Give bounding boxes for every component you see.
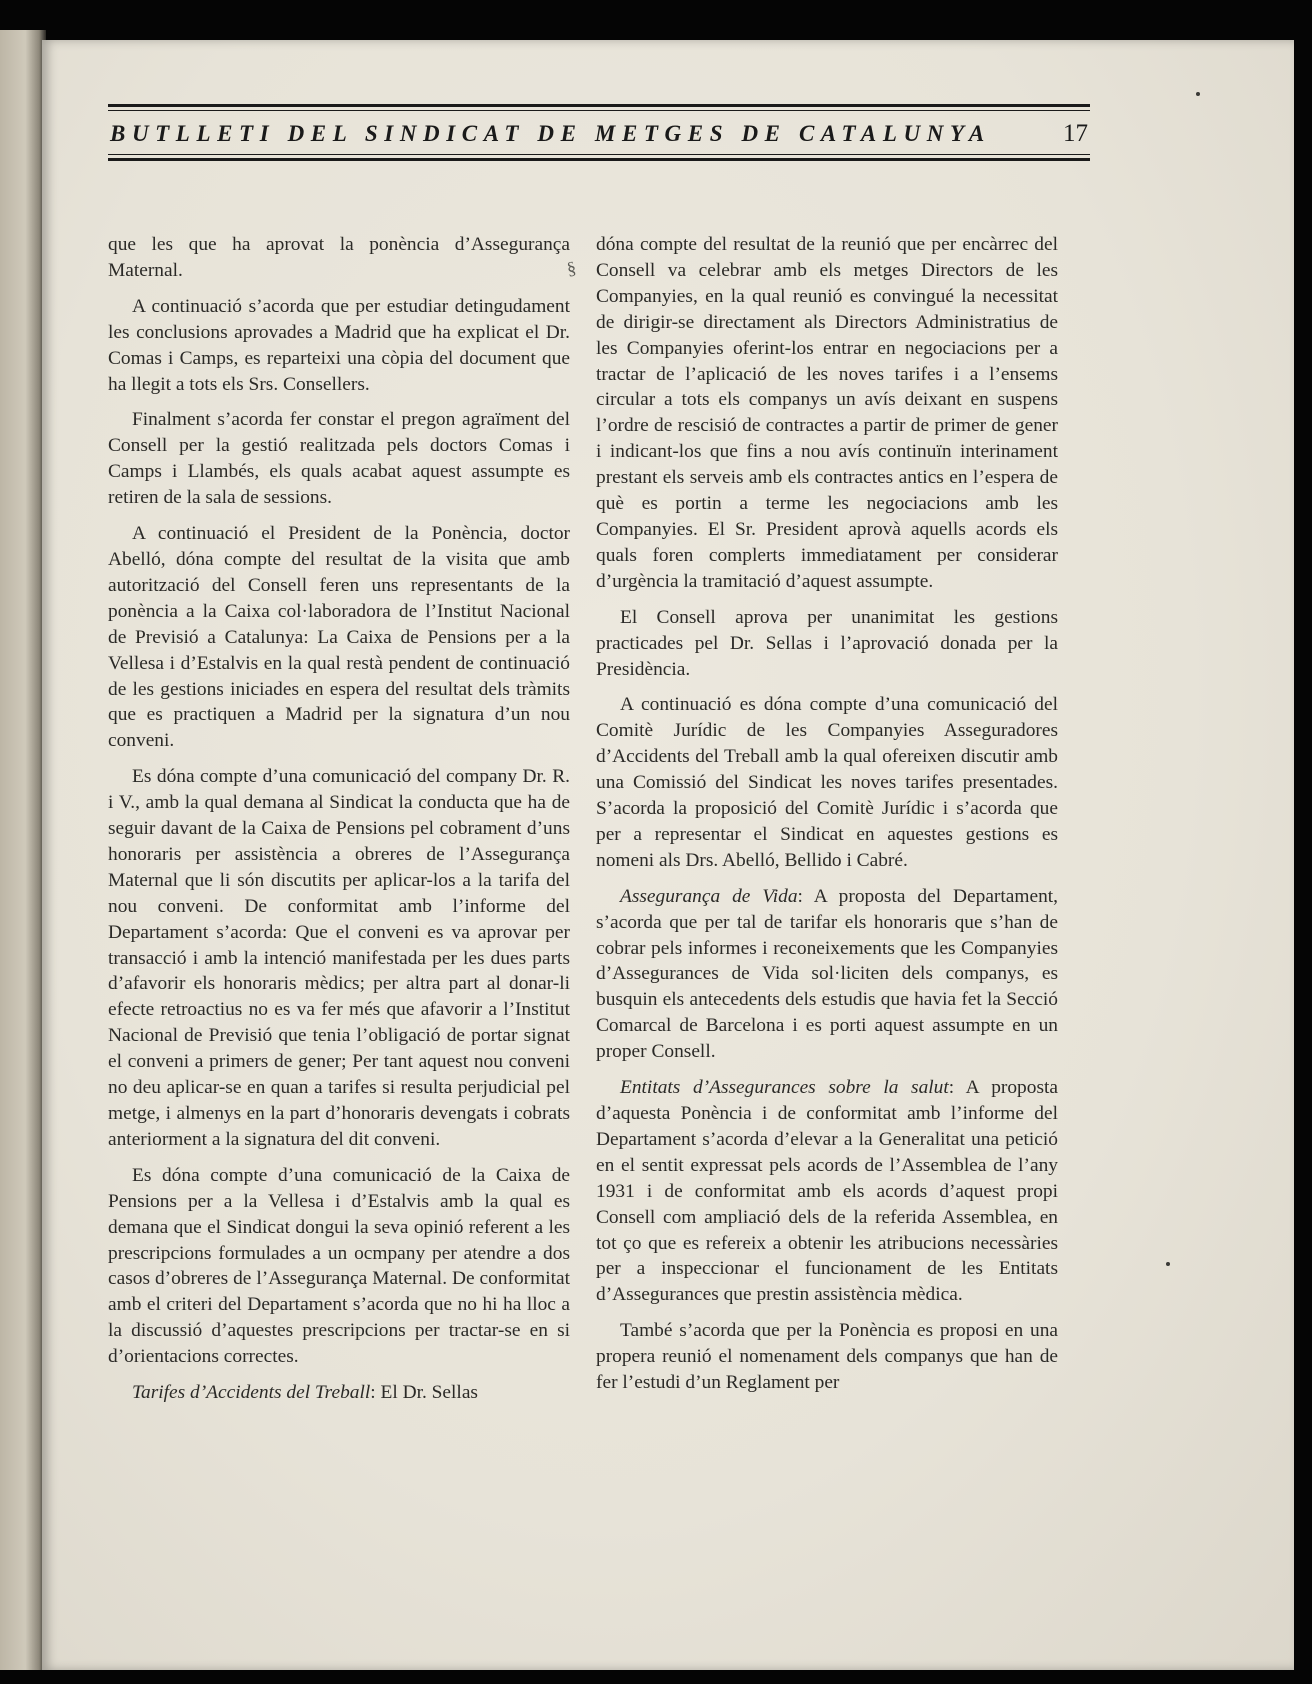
paragraph-section [596, 1075, 1058, 1308]
page-number: 17 [1063, 120, 1088, 147]
header-bottom-rule [108, 154, 1090, 164]
running-header [108, 104, 1090, 164]
paper-speck [1166, 1262, 1170, 1266]
paragraph-text: : A proposta d’aquesta Ponència i de conformitat amb l’informe del Departament s’acorda d’elevar a la Generalitat una petició en el sentit expressat pels acords de l’Assemblea de l’any 1931 i de conformitat amb els acords d’aquest propi Consell com ampliació dels de la referida Assemblea, en tot ço que es refereix a obtenir les atribucions necessàries per a inspeccionar el funcionament de les Entitats d’Assegurances que prestin assistència mèdica. [596, 1077, 1058, 1306]
paper-speck [1196, 92, 1200, 96]
thick-rule-line [108, 104, 1090, 107]
paragraph: que les que ha aprovat la ponència d’Assegurança Maternal. [108, 234, 570, 281]
paragraph: També s’acorda que per la Ponència es proposi en una propera reunió el nomenament dels companys que han de fer l’estudi d’un Reglament per [596, 1320, 1058, 1394]
paragraph: El Consell aprova per unanimitat les gestions practicades pel Dr. Sellas i l’aprovació donada per la Presidència. [596, 606, 1058, 680]
paragraph: dóna compte del resultat de la reunió que per encàrrec del Consell va celebrar amb els metges Directors de les Companyies, en la qual reunió es convingué la necessitat de dirigir-se directament als Directors Administratius de les Companyies oferint-los entrar en negociacions per a tractar de l’aplicació de les noves tarifes i a l’ensems circular a tots els companys un avís deixant en suspens l’ordre de rescisió de contractes a partir de primer de gener i indicant-los que fins a nou avís continuïn interinament prestant els serveis amb els contractes antics en l’espera de què es portin a terme les negociacions amb les Companyies. El Sr. President aprovà aquells acords els quals foren complerts immediatament per considerar d’urgència la tramitació d’aquest assumpte. [596, 234, 1058, 592]
left-column [108, 232, 570, 1416]
paragraph: A continuació el President de la Ponència, doctor Abelló, dóna compte del resultat de la visita que amb autorització del Consell feren uns representants de la ponència a la Caixa col·laboradora de l’Institut Nacional de Previsió a Catalunya: La Caixa de Pensions per a la Vellesa i d’Estalvis en la qual restà pendent de continuació de les gestions iniciades en espera del resultat dels tràmits que es practiquen a Madrid per la signatura d’un nou conveni. [108, 523, 570, 752]
paragraph: A continuació es dóna compte d’una comunicació del Comitè Jurídic de les Companyies Asseguradores d’Accidents del Treball amb la qual ofereixen discutir amb una Comissió del Sindicat les noves tarifes presentades. S’acorda la proposició del Comitè Jurídic i s’acorda que per a representar el Sindicat en aquestes gestions es nomeni als Drs. Abelló, Bellido i Cabré. [596, 694, 1058, 871]
header-top-rule [108, 104, 1090, 114]
marginal-mark-icon: § [565, 257, 578, 279]
paragraph: A continuació s’acorda que per estudiar detingudament les conclusions aprovades a Madrid que ha explicat el Dr. Comas i Camps, es reparteixi una còpia del document que ha llegit a tots els Srs. Consellers. [108, 295, 570, 395]
publication-title: BUTLLETI DEL SINDICAT DE METGES DE CATALUNYA [110, 121, 991, 146]
paragraph-text: : El Dr. Sellas [370, 1382, 478, 1404]
thin-rule-line [108, 154, 1090, 155]
section-heading: Assegurança de Vida [620, 885, 798, 907]
adjacent-page-edge [0, 30, 46, 1670]
section-heading: Tarifes d’Accidents del Treball [132, 1382, 371, 1404]
right-column [596, 232, 1058, 1406]
thick-rule-line [108, 158, 1090, 161]
paragraph-section [596, 884, 1058, 1065]
thin-rule-line [108, 110, 1090, 111]
paragraph-section [108, 1380, 570, 1406]
paragraph: Es dóna compte d’una comunicació del company Dr. R. i V., amb la qual demana al Sindicat la conducta que ha de seguir davant de la Caixa de Pensions pel cobrament d’uns honoraris per assistència a obreres de l’Assegurança Maternal que li són discutits per aplicar-los a la tarifa del nou conveni. De conformitat amb l’informe del Departament s’acorda: Que el conveni es va aprovar per transacció i amb la intenció manifestada per les dues parts d’afavorir els honoraris mèdics; per altra part al donar-li efecte retroactius no es va fer més que afavorir a l’Institut Nacional de Previsió que tenia l’obligació de portar signat el conveni a primers de gener; Per tant aquest nou conveni no deu aplicar-se en quan a tarifes si resulta perjudicial pel metge, i almenys en la part d’honoraris devengats i cobrats anteriorment a la signatura del dit conveni. [108, 766, 570, 1150]
header-title-row [108, 114, 1090, 154]
paragraph-text: : A proposta del Departament, s’acorda que per tal de tarifar els honoraris que s’han de cobrar pels informes i reconeixements que les Companyies d’Assegurances de Vida sol·liciten dels companys, es busquin els antecedents dels estudis que havia fet la Secció Comarcal de Barcelona i es porti aquest assumpte en un proper Consell. [596, 885, 1059, 1063]
paragraph: Finalment s’acorda fer constar el pregon agraïment del Consell per la gestió realitzada pels doctors Comas i Camps i Llambés, els quals acabat aquest assumpte es retiren de la sala de sessions. [108, 409, 570, 509]
paragraph: Es dóna compte d’una comunicació de la Caixa de Pensions per a la Vellesa i d’Estalvis amb la qual es demana que el Sindicat dongui la seva opinió referent a les prescripcions formulades a un ocmpany per atendre a dos casos d’obreres de l’Assegurança Maternal. De conformitat amb el criteri del Departament s’acorda que no hi ha lloc a la discussió d’aquestes prescripcions per tractar-se en si d’orientacions correctes. [108, 1164, 570, 1368]
section-heading: Entitats d’Assegurances sobre la salut [620, 1077, 949, 1099]
